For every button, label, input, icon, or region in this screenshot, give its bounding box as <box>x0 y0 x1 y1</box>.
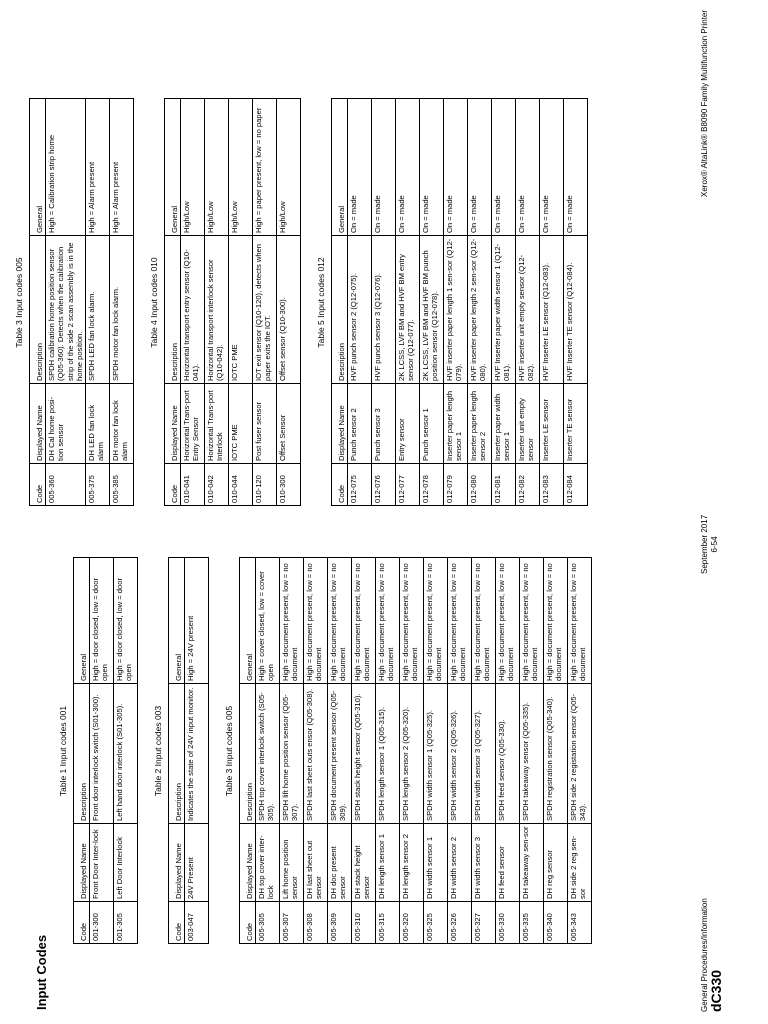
table-spacer <box>134 99 149 506</box>
cell-description: HVF punch sensor 3 (Q12-076). <box>372 236 396 384</box>
cell-general: High/Low <box>229 99 253 236</box>
cell-name: Entry sensor <box>396 384 420 464</box>
column-header-name: Displayed Name <box>74 824 90 902</box>
table-row <box>256 558 280 944</box>
cell-name: Horizontal Trans-port Entry Sensor <box>181 384 205 464</box>
table-row <box>396 99 420 506</box>
table-row <box>424 558 448 944</box>
cell-code: 005-320 <box>400 902 424 944</box>
cell-name: IOTC PME <box>229 384 253 464</box>
cell-name: Inserter paper length sensor 1 <box>444 384 468 464</box>
table-row <box>520 558 544 944</box>
table-row <box>496 558 520 944</box>
table-header-row <box>240 558 256 944</box>
cell-description: SPDH LED fan lock alarm. <box>86 236 110 384</box>
table-caption: Table 5 Input codes 012 <box>316 257 326 348</box>
cell-name: DH length sensor 2 <box>400 824 424 902</box>
table-row <box>205 99 229 506</box>
cell-description: HVF inserter paper length 2 sen-sor (Q12-080). <box>468 236 492 384</box>
cell-name: Punch sensor 2 <box>348 384 372 464</box>
footer-center <box>700 515 720 574</box>
cell-name: DH feed sensor <box>496 824 520 902</box>
table-row <box>181 99 205 506</box>
cell-general: High = document present, low = no document <box>424 558 448 684</box>
table-caption: Table 3 Input codes 005 <box>14 257 24 348</box>
cell-name: Lift home position sensor <box>280 824 304 902</box>
input-codes-table <box>164 98 301 506</box>
cell-general: High = document present, low = no document <box>568 558 592 684</box>
cell-code: 005-325 <box>424 902 448 944</box>
table-row <box>114 558 138 944</box>
cell-code: 005-335 <box>520 902 544 944</box>
cell-description: SPDH takeaway sensor (Q05-335). <box>520 684 544 824</box>
cell-code: 012-083 <box>540 464 564 506</box>
table-spacer <box>138 558 153 944</box>
cell-code: 005-360 <box>46 464 86 506</box>
cell-code: 012-075 <box>348 464 372 506</box>
column-header-general: General <box>74 558 90 684</box>
cell-description: HVF punch sensor 2 (Q12-075). <box>348 236 372 384</box>
cell-description: Front door interlock switch (S01-300). <box>90 684 114 824</box>
cell-description: HVF inserter paper length 1 sen-sor (Q12-079). <box>444 236 468 384</box>
footer-page-number: 6-54 <box>710 536 719 553</box>
cell-name: DH width sensor 2 <box>448 824 472 902</box>
cell-general: On = made <box>372 99 396 236</box>
cell-description: SPDH stack height sensor (Q05-310). <box>352 684 376 824</box>
cell-name: DH top cover inter-lock <box>256 824 280 902</box>
cell-code: 012-076 <box>372 464 396 506</box>
cell-name: Inserter TE sensor <box>564 384 588 464</box>
cell-code: 005-385 <box>110 464 134 506</box>
cell-description: SPDH document present sensor (Q05-309). <box>328 684 352 824</box>
cell-name: Horizontal Trans-port Interlock <box>205 384 229 464</box>
column-header-code: Code <box>332 464 348 506</box>
cell-general: High = document present, low = no document <box>520 558 544 684</box>
cell-description: HVF Inserter TE sensor (Q12-084). <box>564 236 588 384</box>
cell-name: Post fuser sensor <box>253 384 277 464</box>
footer-date: September 2017 <box>700 514 709 574</box>
table-row <box>348 99 372 506</box>
cell-code: 005-309 <box>328 902 352 944</box>
cell-general: High = Calibration strip home <box>46 99 86 236</box>
cell-code: 005-307 <box>280 902 304 944</box>
cell-description: HVF Inserter paper width sensor 1 (Q12-081). <box>492 236 516 384</box>
cell-general: High = document present, low = no document <box>544 558 568 684</box>
table-row <box>253 99 277 506</box>
cell-general: High = document present, low = no document <box>352 558 376 684</box>
cell-name: DH width sensor 1 <box>424 824 448 902</box>
cell-name: DH doc present sensor <box>328 824 352 902</box>
cell-code: 001-300 <box>90 902 114 944</box>
table-row <box>568 558 592 944</box>
table-row <box>46 99 86 506</box>
cell-description: SPDH width sensor 3 (Q05-327). <box>472 684 496 824</box>
cell-name: Inserter LE sensor <box>540 384 564 464</box>
table-row <box>400 558 424 944</box>
table-row <box>376 558 400 944</box>
table-row <box>540 99 564 506</box>
cell-name: DH length sensor 1 <box>376 824 400 902</box>
cell-general: High = Alarm present <box>110 99 134 236</box>
table-header-row <box>74 558 90 944</box>
table-spacer <box>301 99 316 506</box>
cell-description: SPDH registration sensor (Q05-340). <box>544 684 568 824</box>
table-row <box>86 99 110 506</box>
page-title: Input Codes <box>34 934 49 1010</box>
table-caption: Table 4 Input codes 010 <box>149 257 159 348</box>
cell-general: On = made <box>516 99 540 236</box>
cell-code: 012-081 <box>492 464 516 506</box>
cell-general: On = made <box>540 99 564 236</box>
cell-general: On = made <box>564 99 588 236</box>
footer-section-label: General Procedures/Information <box>700 898 709 1012</box>
cell-description: Left hand door interlock (S01-305). <box>114 684 138 824</box>
cell-code: 005-375 <box>86 464 110 506</box>
cell-code: 010-041 <box>181 464 205 506</box>
table-row <box>564 99 588 506</box>
column-header-code: Code <box>74 902 90 944</box>
cell-description: IOT exit sensor (Q10-120), detects when paper exits the IOT. <box>253 236 277 384</box>
cell-name: DH Cal home posi-tion sensor <box>46 384 86 464</box>
cell-code: 005-326 <box>448 902 472 944</box>
cell-general: On = made <box>420 99 444 236</box>
cell-code: 012-080 <box>468 464 492 506</box>
cell-general: High = door closed, low = door open <box>114 558 138 684</box>
cell-code: 012-082 <box>516 464 540 506</box>
cell-name: DH motor fan lock alarm <box>110 384 134 464</box>
cell-name: DH LED fan lock alarm <box>86 384 110 464</box>
input-codes-table <box>29 98 134 506</box>
column-header-code: Code <box>169 902 185 944</box>
cell-code: 005-305 <box>256 902 280 944</box>
footer-left <box>700 898 724 1012</box>
cell-name: Inserter paper width sensor 1 <box>492 384 516 464</box>
cell-description: SPDH last sheet outs ensor (Q05-308). <box>304 684 328 824</box>
cell-general: High = 24V present <box>185 558 209 684</box>
column-header-description: Description <box>332 236 348 384</box>
table-row <box>229 99 253 506</box>
table-row <box>372 99 396 506</box>
column-header-description: Description <box>165 236 181 384</box>
cell-name: DH last sheet out sensor <box>304 824 328 902</box>
cell-name: 24V Present <box>185 824 209 902</box>
table-row <box>277 99 301 506</box>
cell-code: 005-308 <box>304 902 328 944</box>
column-header-description: Description <box>169 684 185 824</box>
footer-doc-code: dC330 <box>708 969 724 1012</box>
cell-general: High = document present, low = no document <box>472 558 496 684</box>
column-header-name: Displayed Name <box>169 824 185 902</box>
cell-description: SPDH length sensor 1 (Q05-315). <box>376 684 400 824</box>
cell-code: 012-079 <box>444 464 468 506</box>
cell-description: SPDH width sensor 2 (Q05-326). <box>448 684 472 824</box>
table-header-row <box>30 99 46 506</box>
column-header-general: General <box>30 99 46 236</box>
cell-name: Front Door Inter-lock <box>90 824 114 902</box>
table-header-row <box>332 99 348 506</box>
cell-code: 005-310 <box>352 902 376 944</box>
column-header-general: General <box>169 558 185 684</box>
cell-general: High = document present, low = no document <box>496 558 520 684</box>
cell-code: 005-327 <box>472 902 496 944</box>
table-row <box>352 558 376 944</box>
column-header-code: Code <box>30 464 46 506</box>
cell-general: On = made <box>348 99 372 236</box>
table-row <box>444 99 468 506</box>
table-row <box>90 558 114 944</box>
cell-name: Punch sensor 1 <box>420 384 444 464</box>
column-header-description: Description <box>30 236 46 384</box>
table-row <box>492 99 516 506</box>
cell-description: IOTC PME <box>229 236 253 384</box>
cell-code: 003-047 <box>185 902 209 944</box>
table-caption: Table 2 Input codes 003 <box>153 705 163 797</box>
cell-code: 005-340 <box>544 902 568 944</box>
cell-name: Inserter paper length sensor 2 <box>468 384 492 464</box>
cell-general: High = document present, low = no document <box>328 558 352 684</box>
table-header-row <box>165 99 181 506</box>
column-header-general: General <box>240 558 256 684</box>
cell-name: Inserter unit empty sensor <box>516 384 540 464</box>
cell-general: High = document present, low = no document <box>304 558 328 684</box>
cell-general: High/Low <box>181 99 205 236</box>
cell-name: Punch sensor 3 <box>372 384 396 464</box>
cell-description: SPDH lift home position sensor (Q05-307). <box>280 684 304 824</box>
cell-general: On = made <box>444 99 468 236</box>
cell-name: DH width sensor 3 <box>472 824 496 902</box>
cell-name: DH reg sensor <box>544 824 568 902</box>
column-header-code: Code <box>165 464 181 506</box>
cell-general: High = document present, low = no document <box>376 558 400 684</box>
cell-general: On = made <box>492 99 516 236</box>
column-header-name: Displayed Name <box>165 384 181 464</box>
table-row <box>304 558 328 944</box>
input-codes-table <box>239 557 592 944</box>
cell-name: DH takeaway sen-sor <box>520 824 544 902</box>
footer-product-name: Xerox® AltaLink® B8090 Family Multifunction Printer <box>700 10 709 197</box>
cell-description: SPDH calibration home position sensor (Q05-360). Detects when the calibration strip of the side 2 scan assembly is in the home position. <box>46 236 86 384</box>
cell-general: On = made <box>396 99 420 236</box>
column-header-description: Description <box>240 684 256 824</box>
cell-general: High = Alarm present <box>86 99 110 236</box>
column-header-name: Displayed Name <box>332 384 348 464</box>
table-caption: Table 1 Input codes 001 <box>58 705 68 797</box>
cell-description: SPDH top cover interlock switch (S05-305). <box>256 684 280 824</box>
cell-description: SPDH side 2 registation sensor (Q05-343). <box>568 684 592 824</box>
cell-description: Horizontal transport interlock sensor (Q10-042). <box>205 236 229 384</box>
cell-code: 012-077 <box>396 464 420 506</box>
cell-general: High = door closed, low = door open <box>90 558 114 684</box>
table-row <box>280 558 304 944</box>
cell-general: High = document present, low = no document <box>280 558 304 684</box>
table-spacer <box>209 558 224 944</box>
cell-name: Offset Sensor <box>277 384 301 464</box>
table-row <box>328 558 352 944</box>
cell-description: HVF Inserter LE sensor (Q12-083). <box>540 236 564 384</box>
cell-code: 012-084 <box>564 464 588 506</box>
right-column <box>14 99 588 506</box>
input-codes-table <box>168 557 209 944</box>
cell-description: SPDH motor fan lock alarm. <box>110 236 134 384</box>
cell-general: On = made <box>468 99 492 236</box>
table-row <box>110 99 134 506</box>
column-header-name: Displayed Name <box>30 384 46 464</box>
column-header-name: Displayed Name <box>240 824 256 902</box>
cell-general: High = cover closed, low = cover open <box>256 558 280 684</box>
input-codes-table <box>73 557 138 944</box>
cell-name: Left Door Interlock <box>114 824 138 902</box>
cell-description: HVF inserter unit empty sensor (Q12-082). <box>516 236 540 384</box>
cell-code: 005-315 <box>376 902 400 944</box>
left-column <box>58 558 592 944</box>
cell-name: DH stack height sensor <box>352 824 376 902</box>
cell-name: DH side 2 reg sen-sor <box>568 824 592 902</box>
cell-description: 2K LCSS, LVF BM and HVF BM punch position sensor (Q12-078). <box>420 236 444 384</box>
cell-code: 010-120 <box>253 464 277 506</box>
cell-code: 010-300 <box>277 464 301 506</box>
cell-general: High = paper present, low = no paper <box>253 99 277 236</box>
cell-general: High/Low <box>277 99 301 236</box>
column-header-code: Code <box>240 902 256 944</box>
cell-code: 001-305 <box>114 902 138 944</box>
cell-description: SPDH feed sensor (Q05-330). <box>496 684 520 824</box>
table-header-row <box>169 558 185 944</box>
table-row <box>420 99 444 506</box>
column-header-general: General <box>332 99 348 236</box>
cell-description: Horizontal transport entry sensor (Q10-041). <box>181 236 205 384</box>
table-row <box>516 99 540 506</box>
cell-code: 010-044 <box>229 464 253 506</box>
cell-general: High = document present, low = no document <box>400 558 424 684</box>
cell-description: SPDH length sensor 2 (Q05-320). <box>400 684 424 824</box>
cell-code: 005-330 <box>496 902 520 944</box>
table-row <box>472 558 496 944</box>
cell-code: 010-042 <box>205 464 229 506</box>
cell-general: High = document present, low = no document <box>448 558 472 684</box>
column-header-description: Description <box>74 684 90 824</box>
table-row <box>448 558 472 944</box>
cell-description: Offset sensor (Q10-300). <box>277 236 301 384</box>
column-header-general: General <box>165 99 181 236</box>
input-codes-table <box>331 98 588 506</box>
cell-general: High/Low <box>205 99 229 236</box>
table-caption: Table 3 Input codes 005 <box>224 705 234 797</box>
cell-code: 005-343 <box>568 902 592 944</box>
cell-description: Indicates the state of 24V input monitor. <box>185 684 209 824</box>
cell-description: 2K LCSS, LVF BM and HVF BM entry sensor (Q12-077). <box>396 236 420 384</box>
table-row <box>185 558 209 944</box>
table-row <box>468 99 492 506</box>
table-row <box>544 558 568 944</box>
cell-description: SPDH width sensor 1 (Q05-325). <box>424 684 448 824</box>
cell-code: 012-078 <box>420 464 444 506</box>
